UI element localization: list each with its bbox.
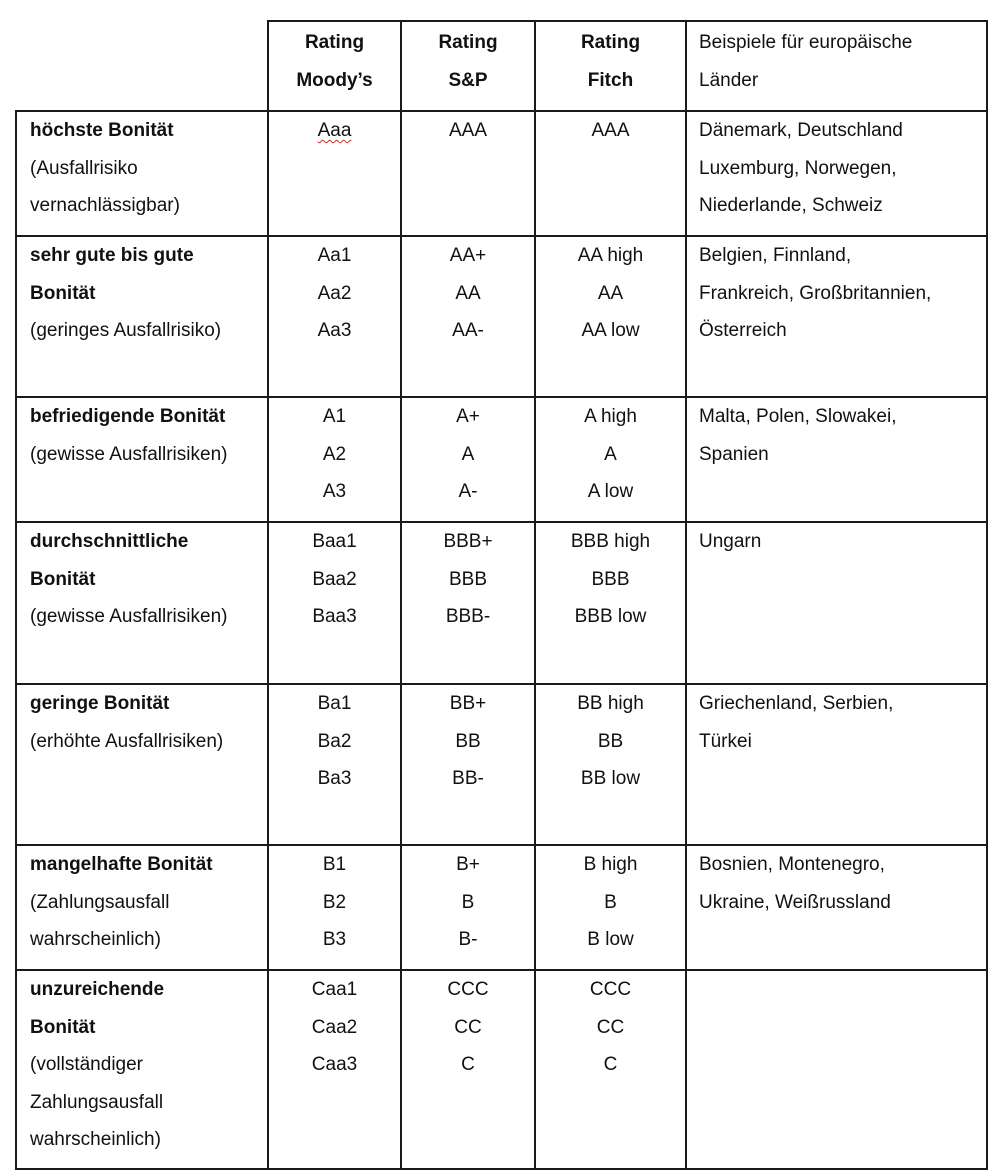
category-cell	[16, 111, 268, 236]
fitch-rating-value: C	[603, 1054, 618, 1075]
category-title: durchschnittliche	[30, 531, 189, 552]
moodys-rating-value: Baa1	[312, 531, 357, 552]
fitch-rating-value: AA	[597, 282, 624, 304]
moodys-rating-value: Caa2	[311, 1016, 358, 1038]
header-sp	[401, 21, 535, 111]
sp-rating-value: B-	[458, 929, 478, 950]
fitch-rating-cell	[535, 111, 686, 236]
sp-rating-value: BB+	[449, 693, 487, 714]
moodys-rating-value: Baa3	[312, 606, 357, 627]
fitch-rating-cell	[535, 397, 686, 522]
examples-cell	[686, 684, 987, 845]
example-countries: Belgien, Finnland,	[699, 245, 852, 266]
fitch-rating-value: CC	[596, 1016, 625, 1038]
moodys-rating-cell	[268, 970, 401, 1169]
header-fitch-line: Rating	[580, 32, 641, 53]
moodys-rating-cell	[268, 684, 401, 845]
header-moodys-line: Moody’s	[296, 69, 373, 91]
table-row	[16, 522, 987, 684]
moodys-rating-value: Ba1	[317, 693, 352, 714]
example-countries: Griechenland, Serbien,	[699, 693, 894, 714]
category-title: Bonität	[30, 282, 96, 304]
category-title: mangelhafte Bonität	[30, 854, 213, 875]
fitch-rating-cell	[535, 236, 686, 397]
example-countries: Ukraine, Weißrussland	[699, 891, 891, 913]
example-countries: Österreich	[699, 320, 787, 341]
sp-rating-value: AAA	[448, 120, 488, 141]
category-description: (Ausfallrisiko	[30, 157, 138, 179]
header-empty-cell	[16, 21, 268, 111]
fitch-rating-value: BBB low	[574, 606, 647, 627]
fitch-rating-value: BBB high	[570, 531, 651, 552]
credit-rating-table	[15, 20, 988, 1170]
moodys-rating-cell	[268, 522, 401, 684]
moodys-rating-cell	[268, 236, 401, 397]
category-title: geringe Bonität	[30, 693, 170, 714]
moodys-rating-value: Aa3	[317, 320, 352, 341]
moodys-rating-cell	[268, 111, 401, 236]
fitch-rating-cell	[535, 970, 686, 1169]
example-countries: Ungarn	[699, 531, 762, 552]
category-description: (erhöhte Ausfallrisiken)	[30, 730, 224, 752]
fitch-rating-cell	[535, 845, 686, 970]
header-row	[16, 21, 987, 111]
category-description: wahrscheinlich)	[30, 1129, 161, 1150]
table-row	[16, 111, 987, 236]
sp-rating-value: BBB+	[443, 531, 493, 552]
sp-rating-value: A	[461, 443, 475, 465]
fitch-rating-value: A	[604, 443, 617, 465]
category-title: höchste Bonität	[30, 120, 174, 141]
header-examples-line: Länder	[699, 69, 759, 91]
header-fitch	[535, 21, 686, 111]
sp-rating-value: AA	[455, 282, 481, 304]
fitch-rating-value: B high	[583, 854, 638, 875]
table-row	[16, 236, 987, 397]
sp-rating-value: BB	[455, 730, 481, 752]
fitch-rating-cell	[535, 684, 686, 845]
examples-cell	[686, 522, 987, 684]
moodys-rating-value: A1	[322, 406, 347, 427]
examples-cell	[686, 845, 987, 970]
example-countries: Spanien	[699, 443, 769, 465]
category-description: vernachlässigbar)	[30, 195, 180, 216]
example-countries: Dänemark, Deutschland	[699, 120, 903, 141]
category-description: Zahlungsausfall	[30, 1091, 164, 1113]
moodys-rating-value: Aa1	[317, 245, 352, 266]
example-countries: Frankreich, Großbritannien,	[699, 282, 932, 304]
header-sp-line: S&P	[448, 69, 488, 91]
moodys-rating-value: Aa2	[317, 282, 352, 304]
category-description: (geringes Ausfallrisiko)	[30, 320, 222, 341]
examples-cell	[686, 397, 987, 522]
spellcheck-underline: Aaa	[317, 120, 352, 141]
moodys-rating-value: B3	[322, 929, 347, 950]
moodys-rating-value: Ba2	[317, 730, 352, 752]
moodys-rating-value: B2	[322, 891, 347, 913]
category-description: (gewisse Ausfallrisiken)	[30, 606, 228, 627]
sp-rating-value: C	[461, 1054, 475, 1075]
example-countries: Malta, Polen, Slowakei,	[699, 406, 897, 427]
moodys-rating-cell	[268, 397, 401, 522]
examples-cell	[686, 111, 987, 236]
sp-rating-value: B	[461, 891, 475, 913]
examples-cell	[686, 970, 987, 1169]
category-description: (Zahlungsausfall	[30, 891, 170, 913]
fitch-rating-value: AAA	[591, 120, 630, 141]
fitch-rating-value: AA high	[577, 245, 644, 266]
fitch-rating-value: A high	[584, 406, 637, 427]
example-countries: Luxemburg, Norwegen,	[699, 157, 897, 179]
moodys-rating-value: Baa2	[312, 568, 357, 590]
moodys-rating-value: Caa3	[311, 1054, 358, 1075]
sp-rating-cell	[401, 397, 535, 522]
sp-rating-value: AA+	[449, 245, 487, 266]
fitch-rating-value: CCC	[589, 979, 632, 1000]
table-row	[16, 845, 987, 970]
sp-rating-cell	[401, 970, 535, 1169]
category-cell	[16, 236, 268, 397]
sp-rating-value: AA-	[452, 320, 484, 341]
header-examples-line: Beispiele für europäische	[699, 32, 913, 53]
fitch-rating-value: BB high	[577, 693, 644, 714]
category-cell	[16, 397, 268, 522]
sp-rating-value: A+	[456, 406, 480, 427]
moodys-rating-value: A2	[322, 443, 347, 465]
sp-rating-value: BBB	[448, 568, 488, 590]
category-title: Bonität	[30, 1016, 96, 1038]
sp-rating-value: BBB-	[445, 606, 491, 627]
category-title: befriedigende Bonität	[30, 406, 226, 427]
header-moodys	[268, 21, 401, 111]
moodys-rating-value: Caa1	[311, 979, 358, 1000]
sp-rating-cell	[401, 522, 535, 684]
fitch-rating-value: BBB	[591, 568, 630, 590]
example-countries: Türkei	[699, 730, 752, 752]
sp-rating-value: CCC	[447, 979, 489, 1000]
category-description: wahrscheinlich)	[30, 929, 161, 950]
category-title: sehr gute bis gute	[30, 245, 194, 266]
sp-rating-value: CC	[454, 1016, 482, 1038]
fitch-rating-value: B low	[587, 929, 634, 950]
category-description: (vollständiger	[30, 1054, 143, 1075]
example-countries: Niederlande, Schweiz	[699, 195, 883, 216]
sp-rating-cell	[401, 684, 535, 845]
header-fitch-line: Fitch	[587, 69, 634, 91]
examples-cell	[686, 236, 987, 397]
fitch-rating-value: BB	[597, 730, 624, 752]
example-countries: Bosnien, Montenegro,	[699, 854, 885, 875]
category-cell	[16, 845, 268, 970]
moodys-rating-value	[269, 112, 400, 150]
header-examples	[686, 21, 987, 111]
category-title: Bonität	[30, 568, 96, 590]
category-cell	[16, 522, 268, 684]
moodys-rating-value: Ba3	[317, 768, 352, 789]
sp-rating-value: B+	[456, 854, 480, 875]
table-row	[16, 397, 987, 522]
fitch-rating-cell	[535, 522, 686, 684]
category-cell	[16, 970, 268, 1169]
category-title: unzureichende	[30, 979, 165, 1000]
sp-rating-value: BB-	[452, 768, 484, 789]
sp-rating-value: A-	[458, 481, 478, 502]
category-cell	[16, 684, 268, 845]
fitch-rating-value: BB low	[580, 768, 641, 789]
fitch-rating-value: A low	[587, 481, 634, 502]
header-moodys-line: Rating	[304, 32, 365, 53]
header-sp-line: Rating	[438, 32, 498, 53]
moodys-rating-value: A3	[322, 481, 347, 502]
category-description: (gewisse Ausfallrisiken)	[30, 443, 228, 465]
table-row	[16, 970, 987, 1169]
moodys-rating-cell	[268, 845, 401, 970]
table-row	[16, 684, 987, 845]
fitch-rating-value: B	[604, 891, 617, 913]
sp-rating-cell	[401, 236, 535, 397]
sp-rating-cell	[401, 111, 535, 236]
sp-rating-cell	[401, 845, 535, 970]
fitch-rating-value: AA low	[581, 320, 640, 341]
moodys-rating-value: B1	[322, 854, 347, 875]
